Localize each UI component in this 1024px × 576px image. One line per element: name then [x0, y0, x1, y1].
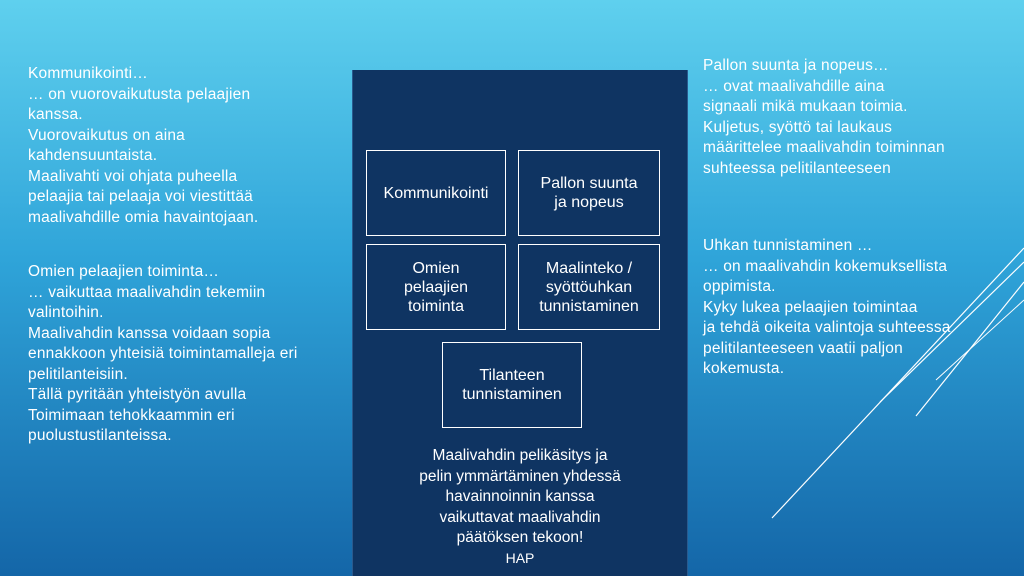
pallon-suunta-text: Pallon suunta ja nopeus… … ovat maalivahdille aina signaali mikä mukaan toimia. Kuljetus, syöttö tai laukaus määrittelee maalivahdin toiminnan suhteessa pelitilanteeseen	[703, 57, 945, 177]
box-kommunikointi: Kommunikointi	[366, 150, 506, 236]
center-panel	[352, 70, 688, 576]
summary-text: Maalivahdin pelikäsitys ja pelin ymmärtäminen yhdessä havainnoinnin kanssa vaikuttavat maalivahdin päätöksen tekoon!	[419, 447, 621, 546]
box-omien-pelaajien: Omien pelaajien toiminta	[366, 244, 506, 330]
box-pallon-suunta: Pallon suunta ja nopeus	[518, 150, 660, 236]
omien-pelaajien-text: Omien pelaajien toiminta… … vaikuttaa maalivahdin tekemiin valintoihin. Maalivahdin kanssa voidaan sopia ennakkoon yhteisiä toimintamalleja eri pelitilanteisiin. Tällä pyritään yhteistyön avulla Toimimaan tehokkaammin eri puolustustilanteissa.	[28, 263, 298, 444]
box-maalinteko: Maalinteko / syöttöuhkan tunnistaminen	[518, 244, 660, 330]
box-tilanteen-tunnistaminen: Tilanteen tunnistaminen	[442, 342, 582, 428]
uhkan-tunnistaminen-text: Uhkan tunnistaminen … … on maalivahdin kokemuksellista oppimista. Kyky lukea pelaajien toimintaa ja tehdä oikeita valintoja suhteessa pelitilanteeseen vaatii paljon kokemusta.	[703, 237, 951, 377]
author-label: HAP	[505, 550, 535, 566]
kommunikointi-text: Kommunikointi… … on vuorovaikutusta pelaajien kanssa. Vuorovaikutus on aina kahdensuuntaista. Maalivahti voi ohjata puheella pelaajia tai pelaaja voi viestittää maalivahdille omia havaintojaan.	[28, 65, 259, 226]
